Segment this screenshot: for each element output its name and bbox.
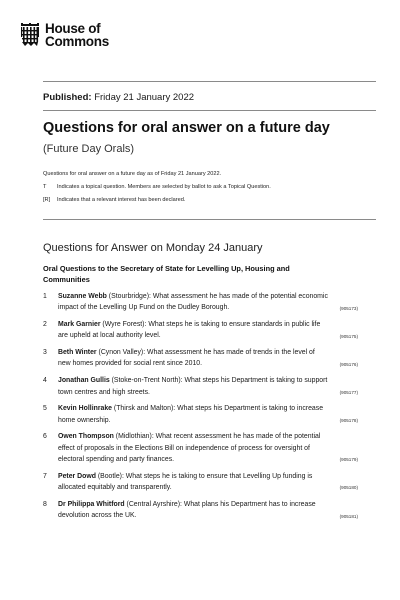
question-item [43, 347, 358, 370]
member-constituency: (Midlothian) [113, 433, 152, 441]
question-body [58, 403, 328, 426]
notes-divider [43, 219, 376, 220]
question-item [43, 499, 358, 522]
note-item [43, 183, 271, 196]
question-text: : What steps his Department is taking to support town centres and high streets. [58, 377, 328, 396]
note-key: [R] [43, 197, 51, 203]
notes-block [43, 170, 271, 209]
member-name: Jonathan Gullis [58, 377, 110, 385]
question-body [58, 319, 328, 342]
question-body [58, 471, 328, 494]
question-text: : What assessment he has made of the potential economic impact of the Levelling Up Fund on the Dudley Borough. [58, 293, 328, 312]
page-subtitle: (Future Day Orals) [43, 143, 135, 155]
question-text: : What recent assessment he has made of the potential effect of proposals in the Elections Bill on independence of process for oversight of electoral spending and party finances. [58, 433, 321, 464]
member-name: Owen Thompson [58, 433, 114, 441]
question-number: 1 [43, 293, 47, 300]
question-item [43, 319, 358, 342]
department-heading: Oral Questions to the Secretary of State for Levelling Up, Housing and Communities [43, 264, 290, 284]
question-item [43, 375, 358, 398]
member-constituency: (Central Ayrshire) [124, 500, 181, 508]
member-name: Kevin Hollinrake [58, 405, 112, 413]
question-number: 6 [43, 433, 47, 441]
question-body [58, 499, 328, 522]
question-number: 5 [43, 405, 47, 413]
question-number: 7 [43, 472, 47, 480]
question-number: 2 [43, 321, 47, 329]
published-label: Published: [43, 92, 92, 103]
question-ref: (905173) [339, 305, 358, 311]
note-text: Indicates that a relevant interest has been declared. [57, 197, 186, 203]
page-title: Questions for oral answer on a future day [43, 120, 330, 136]
question-number: 3 [43, 349, 47, 357]
member-name: Mark Garnier [58, 321, 101, 329]
question-item [43, 403, 358, 426]
question-number: 4 [43, 377, 47, 385]
question-ref: (905178) [339, 417, 358, 423]
published-line [43, 92, 194, 103]
question-ref: (905181) [339, 513, 358, 519]
question-body [58, 375, 328, 398]
note-key: T [43, 184, 47, 190]
question-ref: (905175) [339, 333, 358, 339]
member-name: Beth Winter [58, 349, 97, 357]
logo-text [45, 22, 109, 48]
question-text: : What steps he is taking to ensure standards in public life are upheld at local authority level. [58, 321, 321, 340]
question-item [43, 471, 358, 494]
question-ref: (905176) [339, 361, 358, 367]
question-number: 8 [43, 500, 47, 508]
member-constituency: (Stourbridge) [106, 293, 150, 300]
note-text: Indicates a topical question. Members are selected by ballot to ask a Topical Question. [57, 184, 271, 190]
logo-line-2: Commons [45, 34, 109, 49]
question-body [58, 291, 328, 314]
member-constituency: (Thirsk and Malton) [112, 405, 174, 413]
question-ref: (905180) [339, 485, 358, 491]
top-divider [43, 81, 376, 82]
member-name: Suzanne Webb [58, 293, 107, 300]
member-name: Dr Philippa Whitford [58, 500, 125, 508]
portcullis-icon [20, 23, 40, 47]
logo-line-1: House of [45, 21, 101, 36]
member-constituency: (Cynon Valley) [96, 349, 144, 357]
question-ref: (905177) [339, 389, 358, 395]
section-heading: Questions for Answer on Monday 24 January [43, 242, 263, 254]
note-item [43, 196, 271, 209]
question-text: : What steps he is taking to ensure that Levelling Up funding is allocated equitably and transparently. [58, 472, 313, 492]
member-constituency: (Stoke-on-Trent North) [109, 377, 181, 385]
question-item [43, 291, 358, 314]
published-divider [43, 110, 376, 111]
member-constituency: (Wyre Forest) [100, 321, 145, 329]
question-text: : What plans his Department has to increase devolution across the UK. [58, 500, 316, 520]
questions-list [43, 291, 358, 527]
member-name: Peter Dowd [58, 472, 96, 480]
question-text: : What steps his Department is taking to increase home ownership. [58, 405, 324, 424]
question-text: : What assessment he has made of trends in the level of new homes provided for social rent since 2010. [58, 349, 315, 368]
question-body [58, 347, 328, 370]
question-item [43, 431, 358, 465]
member-constituency: (Bootle) [95, 472, 122, 480]
published-date: Friday 21 January 2022 [94, 92, 195, 103]
notes-intro: Questions for oral answer on a future day as of Friday 21 January 2022. [43, 171, 222, 177]
question-body [58, 431, 328, 465]
house-of-commons-logo [20, 22, 109, 48]
question-ref: (905179) [339, 457, 358, 463]
